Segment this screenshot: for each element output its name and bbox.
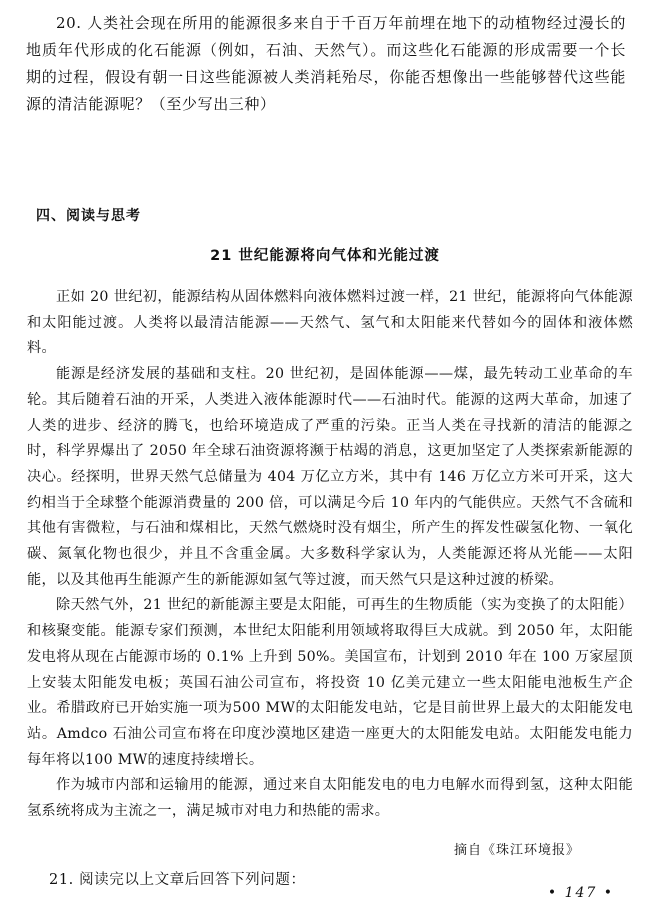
article-source: 摘自《珠江环境报》 <box>453 843 580 858</box>
question-21: 21. 阅读完以上文章后回答下列问题： <box>49 872 306 888</box>
article-body <box>27 285 633 825</box>
article-paragraph-1: 正如 20 世纪初，能源结构从固体燃料向液体燃料过渡一样，21 世纪，能源将向气体能源和太阳能过渡。人类将以最清洁能源——天然气、氢气和太阳能来代替如今的固体和液体燃料。 <box>27 289 633 357</box>
page-number: • 147 • <box>547 885 614 901</box>
article-paragraph-4: 作为城市内部和运输用的能源，通过来自太阳能发电的电力电解水而得到氢，这种太阳能氢系统将成为主流之一，满足城市对电力和热能的需求。 <box>27 777 633 820</box>
article-title: 21 世纪能源将向气体和光能过渡 <box>210 248 440 264</box>
section-heading: 四、阅读与思考 <box>36 208 141 224</box>
question-20: 20. 人类社会现在所用的能源很多来自于千百万年前埋在地下的动植物经过漫长的地质年代形成的化石能源（例如，石油、天然气）。而这些化石能源的形成需要一个长期的过程，假设有朝一日这些能源被人类消耗殆尽，你能否想像出一些能够替代这些能源的清洁能源呢？（至少写出三种） <box>26 14 626 113</box>
article-paragraph-3: 除天然气外，21 世纪的新能源主要是太阳能，可再生的生物质能（实为变换了的太阳能）和核聚变能。能源专家们预测，本世纪太阳能利用领域将取得巨大成就。到 2050 年，太阳能发电将从现在占能源市场的 0.1% 上升到 50%。美国宣布，计划到 2010 年在 100 万家屋顶上安装太阳能发电板；英国石油公司宣布，将投资 10 亿美元建立一些太阳能电池板生产企业。希腊政府已开始实施一项为500 MW的太阳能发电站，它是目前世界上最大的太阳能发电站。Amdco 石油公司宣布将在印度沙漠地区建造一座更大的太阳能发电站。太阳能发电能力每年将以100 MW的速度持续增长。 <box>27 597 633 768</box>
article-paragraph-2: 能源是经济发展的基础和支柱。20 世纪初，是固体能源——煤，最先转动工业革命的车轮。其后随着石油的开采，人类进入液体能源时代——石油时代。能源的这两大革命，加速了人类的进步、经济的腾飞，也给环境造成了严重的污染。正当人类在寻找新的清洁的能源之时，科学界爆出了 2050 年全球石油资源将濒于枯竭的消息，这更加坚定了人类探索新能源的决心。经探明，世界天然气总储量为 404 万亿立方米，其中有 146 万亿立方米可开采，这大约相当于全球整个能源消费量的 200 倍，可以满足今后 10 年内的气能供应。天然气不含硫和其他有害微粒，与石油和煤相比，天然气燃烧时没有烟尘，所产生的挥发性碳氢化物、一氧化碳、氮氧化物也很少，并且不含重金属。大多数科学家认为，人类能源还将从光能——太阳能，以及其他再生能源产生的新能源如氢气等过渡，而天然气只是这种过渡的桥梁。 <box>27 366 633 588</box>
